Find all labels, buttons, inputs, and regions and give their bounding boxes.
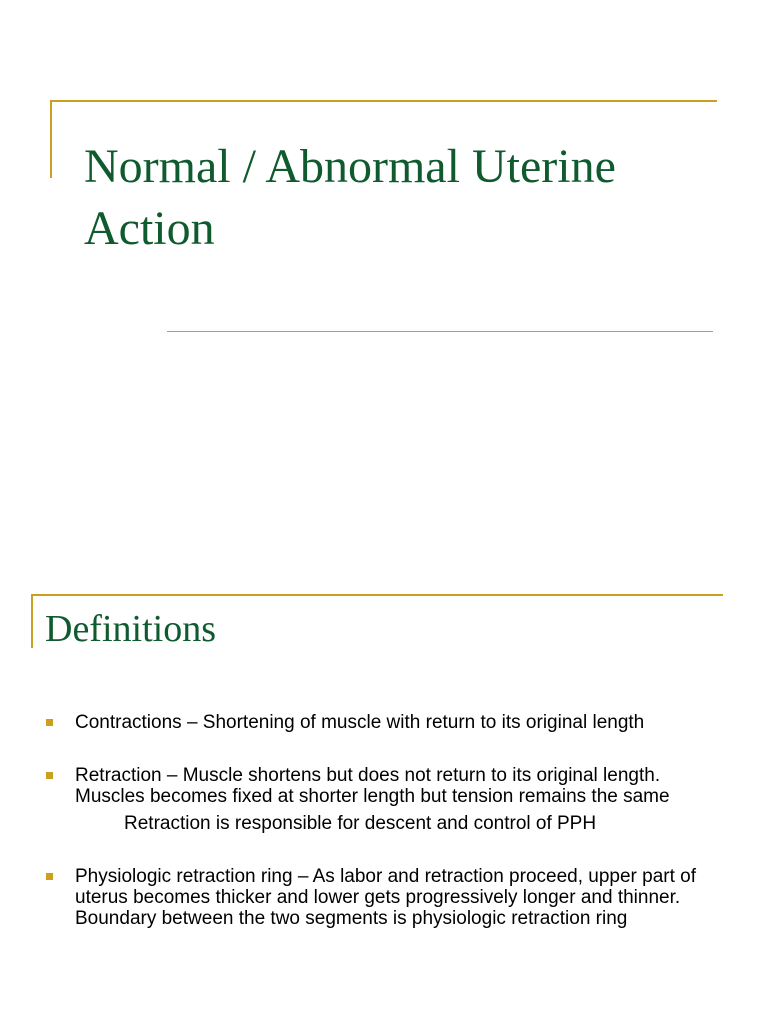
- slide-heading: Definitions: [45, 608, 216, 650]
- list-item: [46, 765, 726, 834]
- list-item: [46, 712, 726, 733]
- title-line-1: Normal / Abnormal Uterine: [84, 140, 616, 193]
- left-rule: [31, 594, 33, 648]
- bullet-square-icon: [46, 772, 53, 779]
- top-rule: [50, 100, 717, 102]
- bullet-list: [46, 712, 726, 961]
- top-rule: [31, 594, 723, 596]
- left-rule: [50, 100, 52, 178]
- slide-title: [84, 136, 724, 260]
- bullet-square-icon: [46, 719, 53, 726]
- bullet-subtext: Retraction is responsible for descent and control of PPH: [124, 813, 597, 834]
- bullet-square-icon: [46, 873, 53, 880]
- title-underline: [167, 331, 713, 332]
- bullet-text: Contractions – Shortening of muscle with return to its original length: [75, 712, 645, 733]
- bullet-text: Retraction – Muscle shortens but does not return to its original length. Muscles becomes fixed at shorter length but tension remains the same: [75, 765, 670, 807]
- content-slide: [0, 512, 768, 1024]
- list-item: [46, 866, 726, 929]
- title-line-2: Action: [84, 202, 215, 255]
- bullet-text: Physiologic retraction ring – As labor and retraction proceed, upper part of uterus becomes thicker and lower gets progressively longer and thinner. Boundary between the two segments is physiologic retraction ring: [75, 866, 697, 929]
